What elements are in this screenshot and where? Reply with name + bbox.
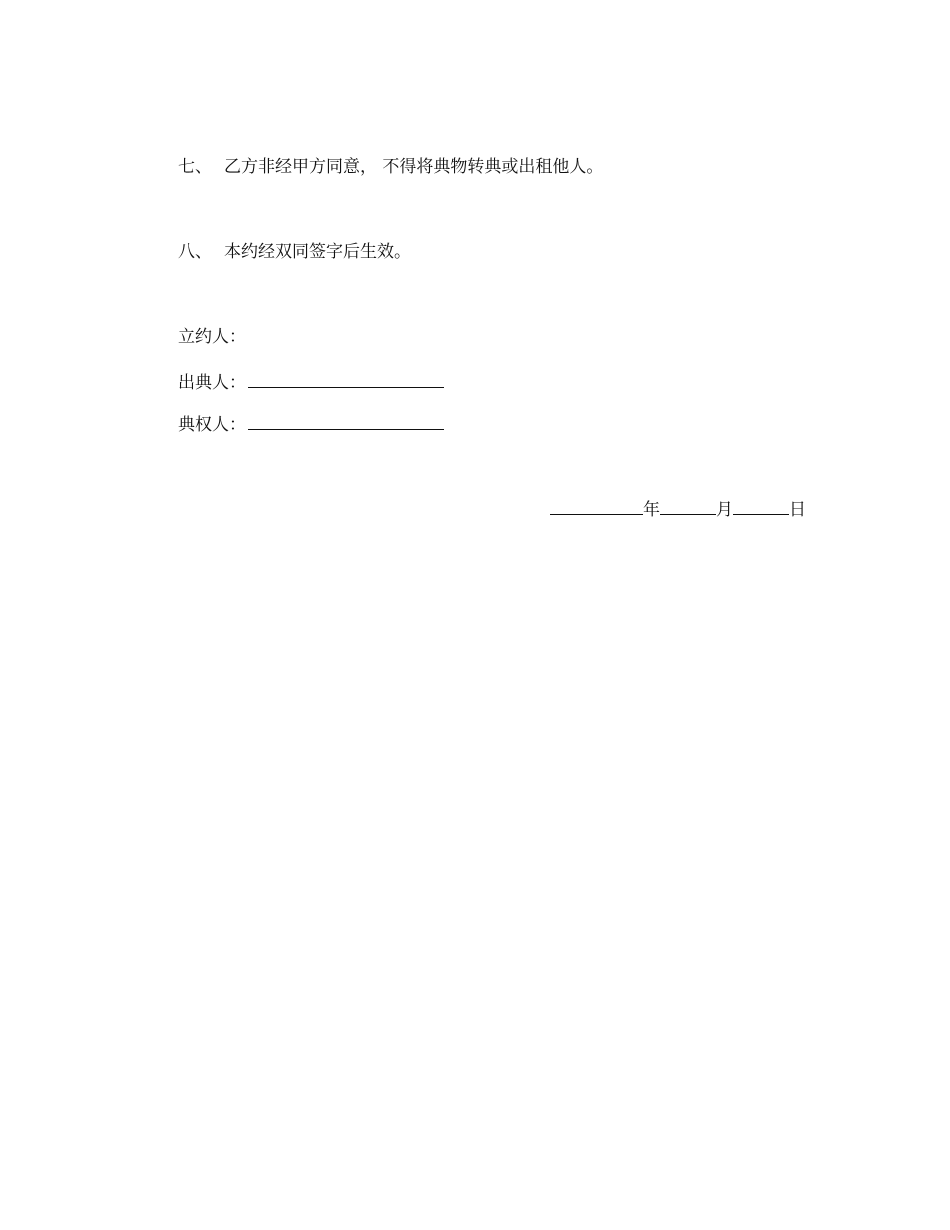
- pledgee-label: 典权人：: [178, 415, 246, 435]
- clause-7: [178, 156, 603, 178]
- clause-number: 七、: [178, 157, 212, 177]
- month-blank[interactable]: [660, 496, 716, 515]
- clause-text: 乙方非经甲方同意， 不得将典物转典或出租他人。: [224, 157, 604, 177]
- clause-number: 八、: [178, 242, 212, 262]
- pledgor-row: [178, 369, 444, 394]
- pledgor-signature-line[interactable]: [248, 369, 444, 388]
- parties-row: [178, 326, 246, 348]
- pledgee-row: [178, 411, 444, 436]
- parties-label: 立约人：: [178, 327, 246, 347]
- pledgee-signature-line[interactable]: [248, 411, 444, 430]
- clause-text: 本约经双同签字后生效。: [224, 242, 411, 262]
- date-row: [550, 496, 806, 521]
- day-blank[interactable]: [733, 496, 789, 515]
- day-label: 日: [789, 500, 806, 520]
- pledgor-label: 出典人：: [178, 373, 246, 393]
- year-blank[interactable]: [550, 496, 643, 515]
- clause-8: [178, 241, 411, 263]
- month-label: 月: [716, 500, 733, 520]
- year-label: 年: [643, 500, 660, 520]
